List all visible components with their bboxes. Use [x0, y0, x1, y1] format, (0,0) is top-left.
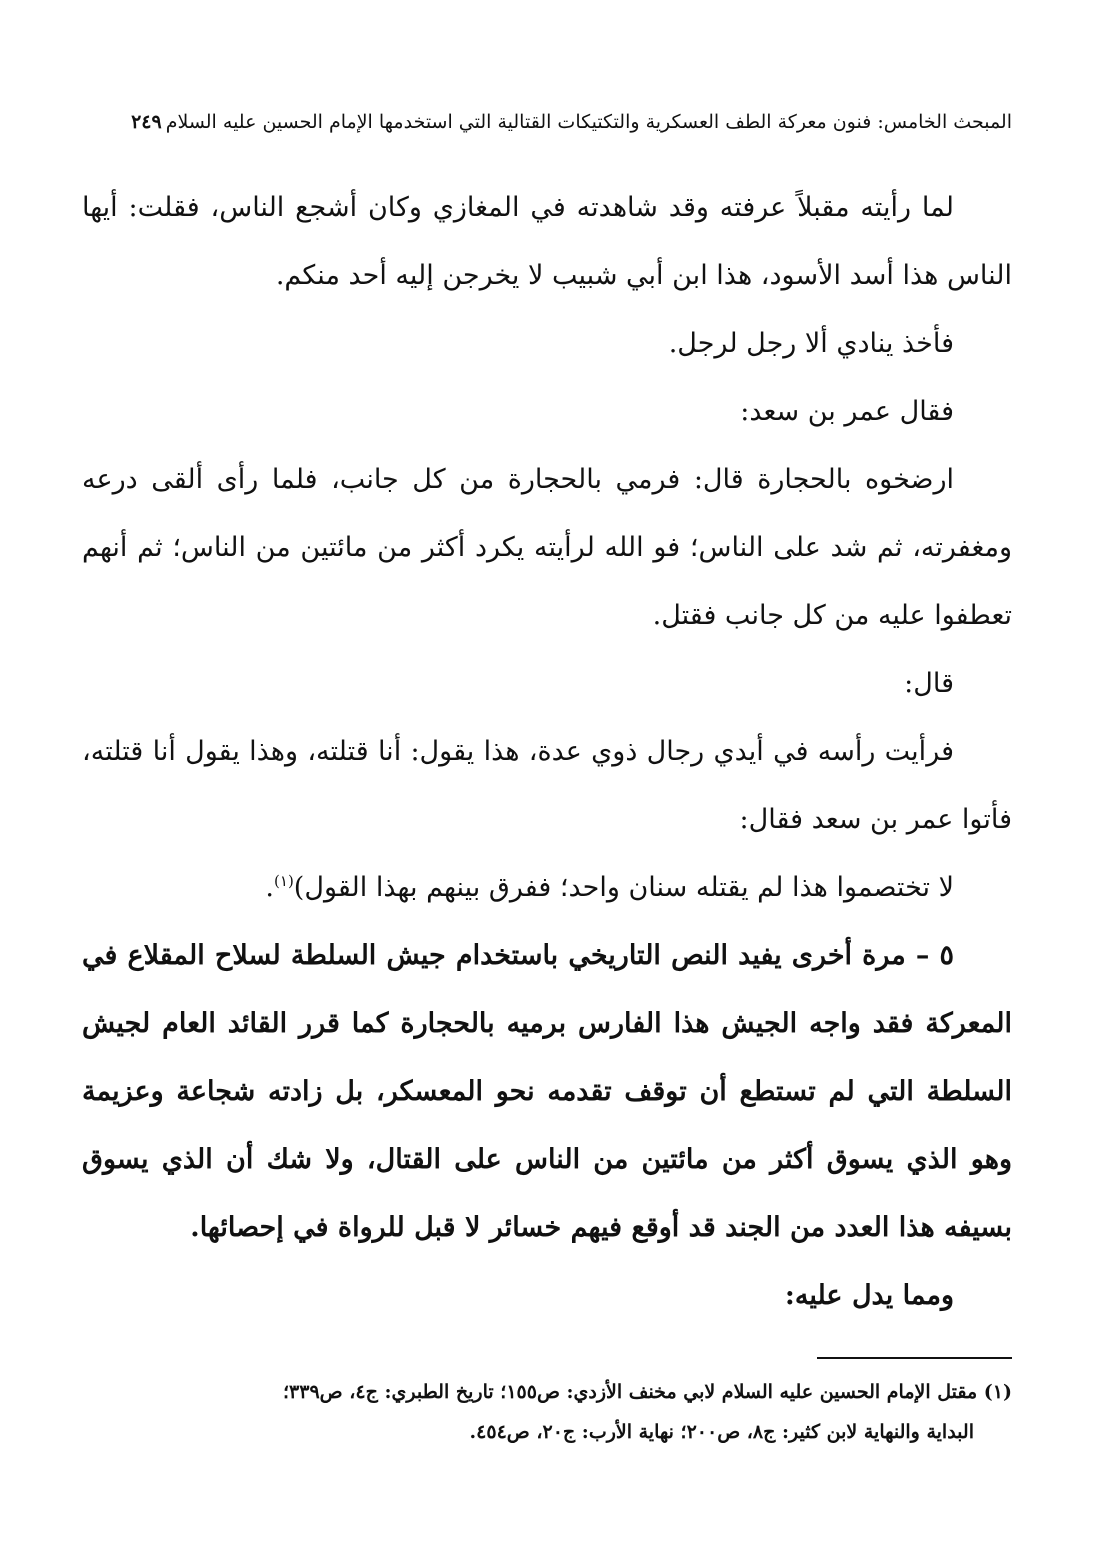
footnote-reference: (١): [274, 872, 294, 890]
footnote: [82, 1372, 1012, 1452]
paragraph: ومما يدل عليه:: [784, 1280, 954, 1311]
footnote-line: (١) مقتل الإمام الحسين عليه السلام لابي مخنف الأزدي: ص١٥٥؛ تاريخ الطبري: ج٤، ص٣٣٩؛: [282, 1381, 1012, 1403]
quote-end: .: [265, 872, 275, 903]
header-title: المبحث الخامس: فنون معركة الطف العسكرية والتكتيكات القتالية التي استخدمها الإمام الحسين عليه السلام: [165, 111, 1012, 133]
paragraph: ٥ – مرة أخرى يفيد النص التاريخي باستخدام جيش السلطة لسلاح المقلاع في المعركة فقد واجه الجيش هذا الفارس برميه بالحجارة كما قرر القائد العام لجيش السلطة التي لم تستطع أن توقف تقدمه نحو المعسكر، بل زادته شجاعة وعزيمة وهو الذي يسوق أكثر من مائتين من الناس على القتال، ولا شك أن الذي يسوق بسيفه هذا العدد من الجند قد أوقع فيهم خسائر لا قبل للرواة في إحصائها.: [82, 940, 1012, 1243]
running-header: [82, 104, 1012, 140]
paragraph: فقال عمر بن سعد:: [740, 396, 954, 427]
paragraph: ارضخوه بالحجارة قال: فرمي بالحجارة من كل جانب، فلما رأى ألقى درعه ومغفرته، ثم شد على الناس؛ فو الله لرأيته يكرد أكثر من مائتين من الناس؛ ثم أنهم تعطفوا عليه من كل جانب فقتل.: [82, 464, 1012, 631]
paragraph: فرأيت رأسه في أيدي رجال ذوي عدة، هذا يقول: أنا قتلته، وهذا يقول أنا قتلته، فأتوا عمر بن سعد فقال:: [82, 736, 1012, 835]
footnote-line: البداية والنهاية لابن كثير: ج٨، ص٢٠٠؛ نهاية الأرب: ج٢٠، ص٤٥٤.: [469, 1421, 974, 1443]
paragraph: [82, 854, 1012, 922]
paragraph: لما رأيته مقبلاً عرفته وقد شاهدته في المغازي وكان أشجع الناس، فقلت: أيها الناس هذا أسد الأسود، هذا ابن أبي شبيب لا يخرجن إليه أحد منكم.: [82, 192, 1012, 291]
main-text: [82, 174, 1012, 1330]
paragraph: فأخذ ينادي ألا رجل لرجل.: [668, 328, 954, 359]
page-number: ٢٤٩: [131, 111, 162, 133]
quote-text: لا تختصموا هذا لم يقتله سنان واحد؛ ففرق بينهم بهذا القول): [293, 872, 954, 903]
footnote-separator: [817, 1357, 1012, 1359]
paragraph: قال:: [904, 668, 954, 699]
